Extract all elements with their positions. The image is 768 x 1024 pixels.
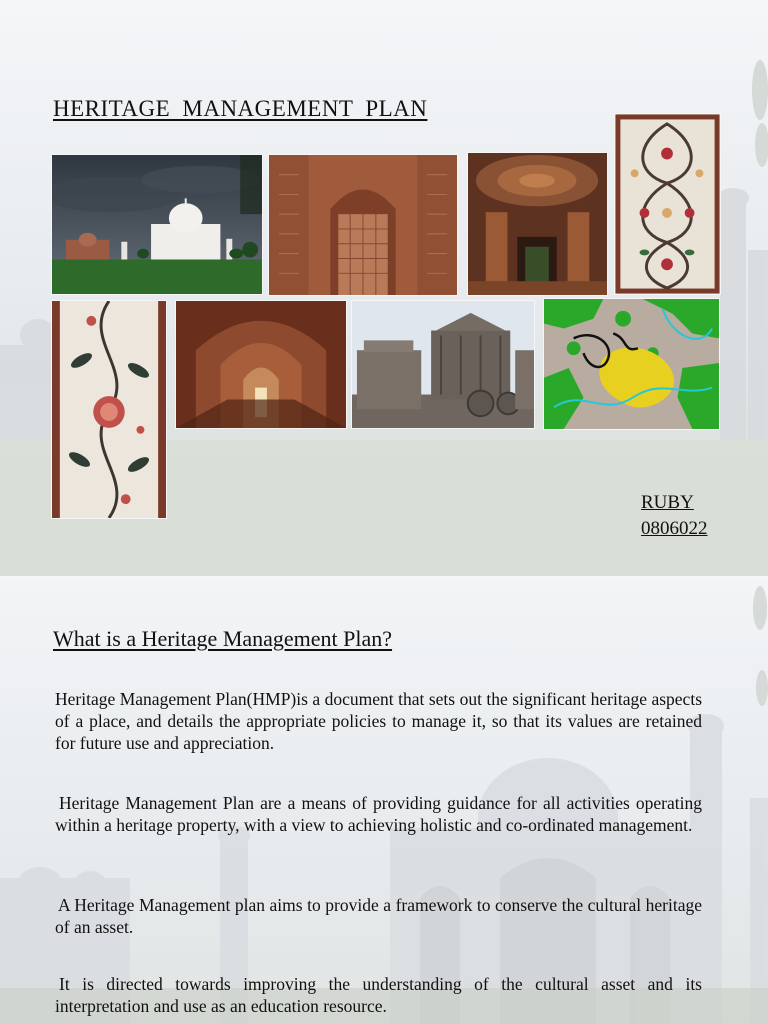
carved-temple-interior-photo <box>467 152 608 296</box>
paragraph-hmp-framework: A Heritage Management plan aims to provide a framework to conserve the cultural heritage of an asset. <box>55 895 702 937</box>
heritage-site-map-photo <box>543 298 720 430</box>
paragraph-hmp-definition: Heritage Management Plan(HMP)is a document that sets out the significant heritage aspects of a place, and details the appropriate policies to manage it, so that its values are retained for future use and appreciation. <box>55 689 702 753</box>
carved-red-sandstone-doorway-photo <box>268 154 458 296</box>
paragraph-hmp-education: It is directed towards improving the understanding of the cultural asset and its interpretation and use as an education resource. <box>55 974 702 1016</box>
arched-mosque-corridor-photo <box>175 300 347 429</box>
author-id: 0806022 <box>641 518 708 539</box>
author-name: RUBY <box>641 492 694 513</box>
slide-title: HERITAGE MANAGEMENT PLAN <box>53 96 428 121</box>
marble-inlay-floral-border-photo <box>51 300 167 519</box>
marble-inlay-floral-panel-photo <box>614 113 721 295</box>
slide-heading: What is a Heritage Management Plan? <box>53 626 393 651</box>
stone-chariot-temple-photo <box>351 300 535 429</box>
definition-slide <box>0 578 768 1024</box>
paragraph-hmp-guidance: Heritage Management Plan are a means of providing guidance for all activities operating within a heritage property, with a view to achieving holistic and co-ordinated management. <box>55 793 702 835</box>
taj-mahal-photo <box>51 154 263 295</box>
author-info <box>641 490 708 542</box>
